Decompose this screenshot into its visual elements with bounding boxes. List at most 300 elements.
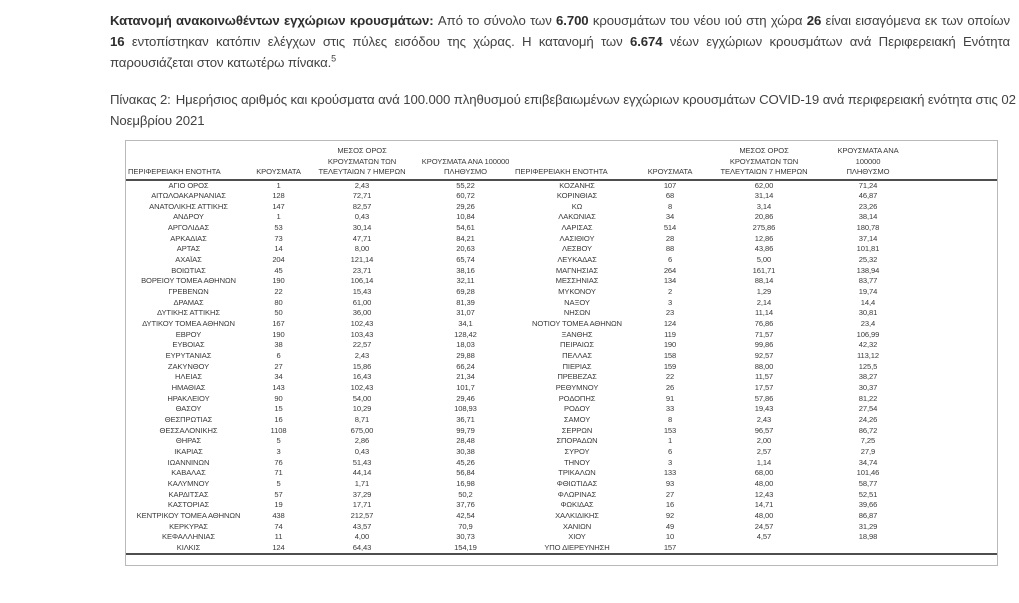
per100k-cell: 45,26 (456, 457, 475, 467)
cases-cell: 3 (667, 297, 673, 307)
row-spacer (907, 202, 997, 213)
region-cell: ΣΕΡΡΩΝ (561, 425, 593, 435)
per100k-cell: 34,1 (458, 319, 473, 329)
per100k-cell: 18,03 (456, 340, 475, 350)
region-cell: ΡΟΔΟΥ (564, 404, 590, 414)
row-spacer (907, 447, 997, 458)
table-row (126, 212, 997, 223)
row-spacer (907, 394, 997, 405)
table-caption-text: Ημερήσιος αριθμός και κρούσματα ανά 100.000 πληθυσμού επιβεβαιωμένων εγχώριων κρουσμάτων COVID-19 ανά περιφερειακή ενότητα στις 02 Νοεμβρίου 2021 (110, 92, 1016, 128)
row-spacer (907, 287, 997, 298)
per100k-cell: 10,84 (456, 212, 475, 222)
avg7-cell: 8,00 (354, 244, 370, 254)
cases-cell: 438 (272, 510, 285, 520)
intro-text-segment: νέων εγχώριων κρουσμάτων ανά Περιφερειακή Ενότητα παρουσιάζεται στον κατωτέρω πίνακα. (110, 34, 1010, 70)
cases-cell: 34 (274, 372, 283, 382)
region-cell: ΠΙΕΡΙΑΣ (562, 361, 592, 371)
cases-cell: 5 (276, 436, 281, 446)
avg7-cell: 161,71 (752, 265, 776, 275)
avg7-cell: 275,86 (752, 223, 776, 233)
table-row (126, 362, 997, 373)
avg7-cell: 82,57 (352, 201, 372, 211)
avg7-cell: 31,14 (754, 191, 774, 201)
table-header (126, 146, 997, 180)
avg7-cell: 30,14 (352, 223, 372, 233)
cases-cell: 11 (274, 532, 283, 542)
row-spacer (907, 308, 997, 319)
per100k-cell: 113,12 (856, 351, 880, 360)
cases-cell: 34 (665, 212, 675, 222)
row-spacer (907, 362, 997, 373)
region-cell: ΑΡΚΑΔΙΑΣ (170, 233, 207, 243)
avg7-cell: 8,71 (354, 414, 370, 424)
avg7-cell: 106,14 (350, 276, 374, 286)
cases-cell: 49 (665, 521, 675, 531)
per100k-cell: 71,24 (858, 180, 878, 190)
cases-cell: 128 (272, 191, 285, 201)
per100k-cell: 65,74 (456, 255, 475, 265)
avg7-cell: 1,14 (756, 457, 772, 467)
avg7-cell: 99,86 (754, 340, 774, 350)
avg7-cell: 102,43 (350, 319, 374, 329)
region-cell: ΑΝΑΤΟΛΙΚΗΣ ΑΤΤΙΚΗΣ (149, 201, 228, 211)
per100k-cell: 108,93 (454, 404, 477, 414)
region-cell: ΙΚΑΡΙΑΣ (174, 446, 203, 456)
region-cell: ΚΟΖΑΝΗΣ (559, 180, 595, 190)
region-cell: ΔΡΑΜΑΣ (173, 297, 204, 307)
per100k-cell: 37,76 (456, 500, 475, 510)
cases-cell: 143 (272, 382, 285, 392)
cases-cell: 1 (276, 180, 281, 190)
header-cases-left: ΚΡΟΥΣΜΑΤΑ (251, 146, 306, 180)
cases-cell: 147 (272, 201, 285, 211)
cases-cell: 204 (272, 255, 285, 265)
row-spacer (907, 404, 997, 415)
per100k-cell: 28,48 (456, 436, 475, 446)
row-spacer (907, 340, 997, 351)
per100k-cell: 46,87 (858, 191, 878, 201)
per100k-cell: 138,94 (856, 265, 880, 275)
header-cases-right: ΚΡΟΥΣΜΑΤΑ (641, 146, 699, 180)
per100k-cell: 55,22 (456, 180, 475, 190)
cases-cell: 10 (665, 532, 675, 542)
table-row (126, 287, 997, 298)
cases-cell: 16 (665, 500, 675, 510)
header-avg7-right: ΜΕΣΟΣ ΟΡΟΣ ΚΡΟΥΣΜΑΤΩΝ ΤΩΝ ΤΕΛΕΥΤΑΙΩΝ 7 ΗΜΕΡΩΝ (699, 146, 829, 180)
region-cell: ΣΥΡΟΥ (564, 446, 590, 456)
avg7-cell: 2,00 (756, 436, 772, 446)
per100k-cell: 70,9 (458, 521, 473, 531)
avg7-cell: 2,43 (354, 180, 370, 190)
avg7-cell: 20,86 (754, 212, 774, 222)
intro-text-segment: κρουσμάτων του νέου ιού στη χώρα (588, 13, 807, 28)
region-cell: ΠΡΕΒΕΖΑΣ (557, 372, 597, 382)
cases-cell: 107 (663, 180, 677, 190)
region-cell: ΑΝΔΡΟΥ (173, 212, 204, 222)
region-cell: ΑΡΓΟΛΙΔΑΣ (167, 223, 210, 233)
cases-cell: 167 (272, 319, 285, 329)
region-cell: ΔΥΤΙΚΗΣ ΑΤΤΙΚΗΣ (157, 308, 220, 318)
intro-bold-segment: 16 (110, 34, 125, 49)
per100k-cell: 32,11 (456, 276, 475, 286)
cases-cell: 1 (667, 436, 673, 446)
region-cell: ΣΑΜΟΥ (563, 414, 591, 424)
cases-cell: 38 (274, 340, 283, 350)
table-row (126, 351, 997, 362)
per100k-cell: 60,72 (456, 191, 475, 201)
intro-bold-segment: 26 (806, 13, 822, 28)
region-cell: ΦΛΩΡΙΝΑΣ (557, 489, 597, 499)
cases-cell: 57 (274, 489, 283, 499)
avg7-cell: 1,71 (354, 478, 370, 488)
row-spacer (907, 500, 997, 511)
table-row (126, 191, 997, 202)
table-row (126, 522, 997, 533)
avg7-cell: 10,29 (352, 404, 372, 414)
avg7-cell (699, 543, 829, 555)
cases-cell: 2 (667, 287, 673, 297)
intro-text-segment: εντοπίστηκαν κατόπιν ελέγχων στις πύλες εισόδου της χώρας. Η κατανομή των (124, 34, 630, 49)
row-spacer (907, 266, 997, 277)
table-row (126, 490, 997, 501)
cases-cell: 8 (667, 201, 673, 211)
per100k-cell: 24,26 (858, 414, 878, 424)
region-cell: ΕΥΡΥΤΑΝΙΑΣ (165, 351, 212, 360)
region-cell: ΑΙΤΩΛΟΑΚΑΡΝΑΝΙΑΣ (151, 191, 226, 201)
region-cell: ΛΑΡΙΣΑΣ (561, 223, 593, 233)
per100k-cell: 29,46 (456, 393, 475, 403)
table-row (126, 436, 997, 447)
region-cell: ΓΡΕΒΕΝΩΝ (168, 287, 209, 297)
region-cell: ΛΑΚΩΝΙΑΣ (558, 212, 596, 222)
per100k-cell: 38,14 (858, 212, 878, 222)
table-row (126, 330, 997, 341)
region-cell: ΤΗΝΟΥ (564, 457, 590, 467)
intro-paragraph (110, 10, 1010, 73)
avg7-cell: 76,86 (754, 319, 774, 329)
row-spacer (907, 319, 997, 330)
avg7-cell: 88,00 (754, 361, 774, 371)
cases-cell: 264 (663, 265, 677, 275)
per100k-cell: 34,74 (858, 457, 878, 467)
region-cell: ΚΑΡΔΙΤΣΑΣ (168, 489, 209, 499)
per100k-cell: 37,14 (858, 233, 878, 243)
per100k-cell: 56,84 (456, 468, 475, 478)
per100k-cell: 27,54 (858, 404, 878, 414)
table-2-box (125, 140, 998, 566)
avg7-cell: 2,14 (756, 297, 772, 307)
per100k-cell: 54,61 (456, 223, 475, 233)
cases-cell: 50 (274, 308, 283, 318)
avg7-cell: 4,00 (354, 532, 370, 542)
per100k-cell: 99,79 (456, 425, 475, 435)
avg7-cell: 51,43 (352, 457, 372, 467)
per100k-cell: 84,21 (456, 233, 475, 243)
per100k-cell: 52,51 (858, 489, 878, 499)
region-cell: ΚΟΡΙΝΘΙΑΣ (556, 191, 598, 201)
avg7-cell: 96,57 (754, 425, 774, 435)
region-cell: ΛΑΣΙΘΙΟΥ (559, 233, 595, 243)
intro-bold-segment: 6.674 (629, 34, 663, 49)
avg7-cell: 1,29 (756, 287, 772, 297)
region-cell: ΚΕΦΑΛΛΗΝΙΑΣ (162, 532, 215, 542)
table-row (126, 298, 997, 309)
per100k-cell: 25,32 (858, 255, 878, 265)
avg7-cell: 43,86 (754, 244, 774, 254)
header-per100k-left: ΚΡΟΥΣΜΑΤΑ ΑΝΑ 100000 ΠΛΗΘΥΣΜΟ (418, 146, 513, 180)
table-row (126, 447, 997, 458)
per100k-cell: 16,98 (456, 478, 475, 488)
avg7-cell: 61,00 (352, 297, 372, 307)
table-row (126, 223, 997, 234)
region-cell: ΜΥΚΟΝΟΥ (558, 287, 596, 297)
per100k-cell: 31,07 (456, 308, 475, 318)
per100k-cell: 31,29 (858, 521, 878, 531)
avg7-cell: 15,43 (352, 287, 372, 297)
cases-cell: 91 (665, 393, 675, 403)
per100k-cell: 27,9 (860, 446, 876, 456)
cases-cell: 158 (663, 351, 677, 360)
row-spacer (907, 458, 997, 469)
per100k-cell: 101,81 (856, 244, 880, 254)
per100k-cell: 86,87 (858, 510, 878, 520)
intro-text-segment: είναι εισαγόμενα εκ των οποίων (821, 13, 1010, 28)
cases-cell: 15 (274, 404, 283, 414)
avg7-cell: 103,43 (350, 329, 374, 339)
footnote-marker: 5 (331, 53, 337, 64)
cases-cell: 76 (274, 457, 283, 467)
per100k-cell: 29,26 (456, 201, 475, 211)
table-row (126, 426, 997, 437)
region-cell: ΒΟΡΕΙΟΥ ΤΟΜΕΑ ΑΘΗΝΩΝ (141, 276, 236, 286)
avg7-cell: 2,57 (756, 446, 772, 456)
region-cell: ΘΕΣΠΡΩΤΙΑΣ (164, 414, 213, 424)
intro-text-segment: Από το σύνολο των (437, 13, 557, 28)
per100k-cell (829, 543, 907, 555)
table-row (126, 511, 997, 522)
table-row (126, 276, 997, 287)
table-row (126, 308, 997, 319)
table-row (126, 255, 997, 266)
region-cell: ΚΙΛΚΙΣ (126, 543, 251, 555)
avg7-cell: 92,57 (754, 351, 774, 360)
avg7-cell: 54,00 (352, 393, 372, 403)
cases-cell: 5 (276, 478, 281, 488)
row-spacer (907, 212, 997, 223)
per100k-cell: 106,99 (856, 329, 880, 339)
cases-cell: 45 (274, 265, 283, 275)
region-cell: ΤΡΙΚΑΛΩΝ (558, 468, 596, 478)
avg7-cell: 212,57 (350, 510, 374, 520)
region-cell: ΚΑΣΤΟΡΙΑΣ (167, 500, 210, 510)
avg7-cell: 64,43 (306, 543, 418, 555)
row-spacer (907, 191, 997, 202)
row-spacer (907, 532, 997, 543)
table-body (126, 180, 997, 555)
avg7-cell: 12,43 (754, 489, 774, 499)
table-row (126, 532, 997, 543)
per100k-cell: 69,28 (456, 287, 475, 297)
cases-cell: 92 (665, 510, 675, 520)
per100k-cell: 38,27 (858, 372, 878, 382)
per100k-cell: 180,78 (856, 223, 880, 233)
table-row (126, 404, 997, 415)
region-cell: ΚΕΝΤΡΙΚΟΥ ΤΟΜΕΑ ΑΘΗΝΩΝ (136, 510, 241, 520)
region-cell: ΧΙΟΥ (568, 532, 586, 542)
region-cell: ΝΗΣΩΝ (563, 308, 591, 318)
table-row (126, 383, 997, 394)
per100k-cell: 30,38 (456, 446, 475, 456)
region-cell: ΝΟΤΙΟΥ ΤΟΜΕΑ ΑΘΗΝΩΝ (532, 319, 622, 329)
cases-cell: 88 (665, 244, 675, 254)
avg7-cell: 48,00 (754, 478, 774, 488)
avg7-cell: 19,43 (754, 404, 774, 414)
cases-cell: 190 (663, 340, 677, 350)
avg7-cell: 37,29 (352, 489, 372, 499)
region-cell: ΦΘΙΩΤΙΔΑΣ (556, 478, 598, 488)
header-spacer (907, 146, 997, 180)
avg7-cell: 62,00 (754, 180, 774, 190)
per100k-cell: 7,25 (860, 436, 876, 446)
per100k-cell: 86,72 (858, 425, 878, 435)
region-cell: ΘΗΡΑΣ (175, 436, 202, 446)
avg7-cell: 16,43 (352, 372, 372, 382)
cases-cell: 27 (665, 489, 675, 499)
header-name-left: ΠΕΡΙΦΕΡΕΙΑΚΗ ΕΝΟΤΗΤΑ (126, 146, 251, 180)
table-row (126, 372, 997, 383)
cases-cell: 53 (274, 223, 283, 233)
region-cell: ΙΩΑΝΝΙΝΩΝ (167, 457, 210, 467)
avg7-cell: 2,43 (354, 351, 370, 360)
table-row (126, 415, 997, 426)
avg7-cell: 43,57 (352, 521, 372, 531)
cases-cell: 124 (663, 319, 677, 329)
per100k-cell: 38,16 (456, 265, 475, 275)
per100k-cell: 20,63 (456, 244, 475, 254)
cases-cell: 514 (663, 223, 677, 233)
cases-cell: 93 (665, 478, 675, 488)
per100k-cell: 81,22 (858, 393, 878, 403)
region-cell: ΗΜΑΘΙΑΣ (171, 382, 206, 392)
per100k-cell: 101,7 (456, 382, 475, 392)
per100k-cell: 14,4 (860, 297, 876, 307)
avg7-cell: 44,14 (352, 468, 372, 478)
per100k-cell: 30,81 (858, 308, 878, 318)
table-row (126, 500, 997, 511)
avg7-cell: 57,86 (754, 393, 774, 403)
per100k-cell: 23,26 (858, 201, 878, 211)
cases-cell: 33 (665, 404, 675, 414)
table-row (126, 234, 997, 245)
region-cell: ΧΑΝΙΩΝ (562, 521, 592, 531)
region-cell: ΜΑΓΝΗΣΙΑΣ (555, 265, 599, 275)
avg7-cell: 48,00 (754, 510, 774, 520)
region-cell: ΑΓΙΟ ΟΡΟΣ (168, 180, 209, 190)
cases-cell: 133 (663, 468, 677, 478)
row-spacer (907, 255, 997, 266)
avg7-cell: 17,57 (754, 382, 774, 392)
per100k-cell: 128,42 (454, 329, 477, 339)
region-cell: ΔΥΤΙΚΟΥ ΤΟΜΕΑ ΑΘΗΝΩΝ (142, 319, 235, 329)
header-per100k-right: ΚΡΟΥΣΜΑΤΑ ΑΝΑ 100000 ΠΛΗΘΥΣΜΟ (829, 146, 907, 180)
avg7-cell: 2,43 (756, 414, 772, 424)
table-row (126, 180, 997, 192)
avg7-cell: 14,71 (754, 500, 774, 510)
per100k-cell: 39,66 (858, 500, 878, 510)
row-spacer (907, 223, 997, 234)
table-row (126, 458, 997, 469)
region-cell: ΗΡΑΚΛΕΙΟΥ (167, 393, 210, 403)
avg7-cell: 0,43 (354, 212, 370, 222)
per100k-cell: 125,5 (858, 361, 878, 371)
cases-cell: 119 (664, 329, 676, 339)
per100k-cell: 18,98 (858, 532, 878, 542)
region-cell: ΘΑΣΟΥ (175, 404, 202, 414)
cases-cell: 1108 (270, 425, 287, 435)
avg7-cell: 24,57 (754, 521, 774, 531)
region-cell: ΒΟΙΩΤΙΑΣ (171, 265, 206, 275)
avg7-cell: 15,86 (352, 361, 372, 371)
row-spacer (907, 351, 997, 362)
cases-cell: 19 (274, 500, 283, 510)
row-spacer (907, 415, 997, 426)
avg7-cell: 47,71 (352, 233, 372, 243)
region-cell: ΚΑΛΥΜΝΟΥ (167, 478, 210, 488)
intro-bold-segment: 6.700 (556, 13, 589, 28)
cases-cell: 80 (274, 297, 283, 307)
cases-cell: 68 (665, 191, 675, 201)
region-cell: ΠΕΛΛΑΣ (562, 351, 592, 360)
cases-cell: 90 (274, 393, 283, 403)
row-spacer (907, 298, 997, 309)
cases-cell: 124 (251, 543, 306, 555)
header-name-right: ΠΕΡΙΦΕΡΕΙΑΚΗ ΕΝΟΤΗΤΑ (513, 146, 641, 180)
covid-cases-table (126, 146, 997, 555)
avg7-cell: 0,43 (354, 446, 370, 456)
per100k-cell: 50,2 (458, 489, 473, 499)
region-cell: ΚΕΡΚΥΡΑΣ (169, 521, 208, 531)
region-cell: ΧΑΛΚΙΔΙΚΗΣ (555, 510, 599, 520)
region-cell: ΑΧΑΪΑΣ (175, 255, 202, 265)
avg7-cell: 88,14 (754, 276, 774, 286)
cases-cell: 6 (276, 351, 281, 360)
cases-cell: 73 (274, 233, 283, 243)
cases-cell: 190 (272, 329, 285, 339)
table-caption (110, 89, 1019, 131)
cases-cell: 157 (641, 543, 699, 555)
avg7-cell: 22,57 (352, 340, 372, 350)
region-cell: ΑΡΤΑΣ (176, 244, 201, 254)
intro-bold-segment: Κατανομή ανακοινωθέντων εγχώριων κρουσμάτων: (110, 13, 438, 28)
region-cell: ΕΥΒΟΙΑΣ (172, 340, 205, 350)
row-spacer (907, 383, 997, 394)
cases-cell: 3 (667, 457, 673, 467)
region-cell: ΖΑΚΥΝΘΟΥ (167, 361, 210, 371)
avg7-cell: 12,86 (754, 233, 774, 243)
per100k-cell: 66,24 (456, 361, 475, 371)
header-avg7-left: ΜΕΣΟΣ ΟΡΟΣ ΚΡΟΥΣΜΑΤΩΝ ΤΩΝ ΤΕΛΕΥΤΑΙΩΝ 7 ΗΜΕΡΩΝ (306, 146, 418, 180)
region-cell: ΛΕΥΚΑΔΑΣ (557, 255, 597, 265)
per100k-cell: 30,73 (456, 532, 475, 542)
region-cell: ΦΩΚΙΔΑΣ (560, 500, 594, 510)
region-cell: ΡΟΔΟΠΗΣ (558, 393, 596, 403)
cases-cell: 71 (274, 468, 283, 478)
table-row (126, 244, 997, 255)
region-cell: ΣΠΟΡΑΔΩΝ (556, 436, 598, 446)
cases-cell: 22 (274, 287, 283, 297)
cases-cell: 6 (667, 446, 673, 456)
table-row (126, 479, 997, 490)
